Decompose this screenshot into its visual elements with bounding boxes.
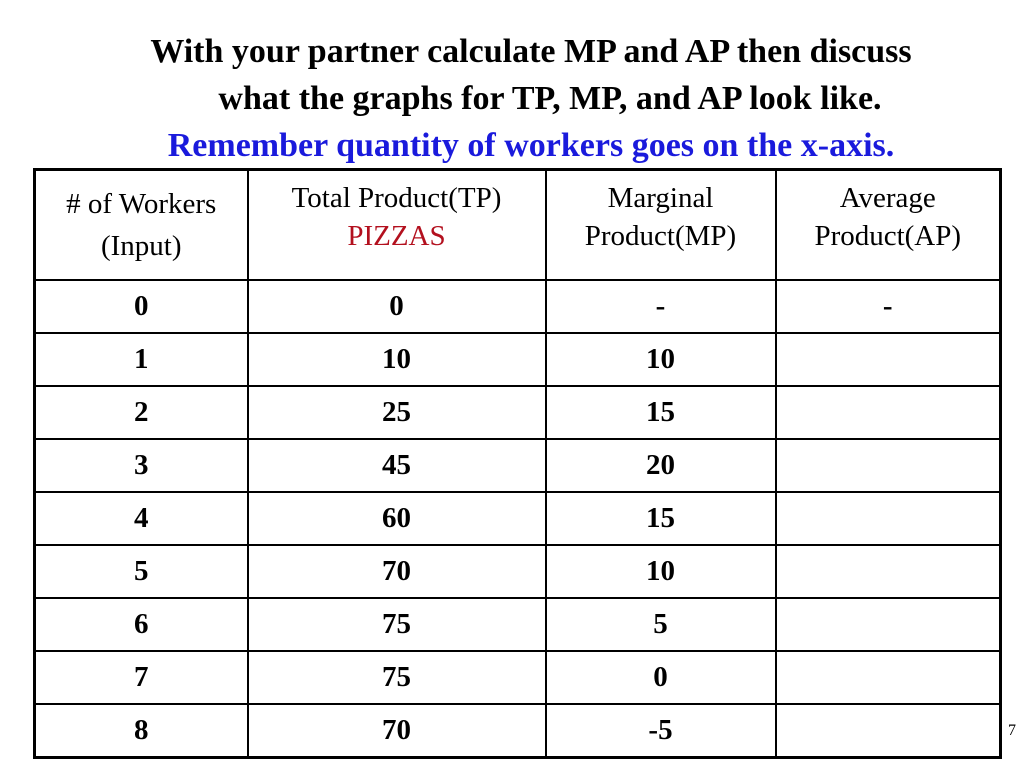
header-total-product: [248, 170, 546, 281]
table-row: [35, 333, 1001, 386]
cell-ap: -: [776, 280, 1001, 333]
cell-workers: 8: [35, 704, 248, 758]
header-average-product: [776, 170, 1001, 281]
cell-mp: -: [546, 280, 776, 333]
cell-mp: 10: [546, 333, 776, 386]
cell-workers: 0: [35, 280, 248, 333]
cell-mp: 10: [546, 545, 776, 598]
header-workers-label: # of Workers: [66, 188, 217, 220]
cell-ap: [776, 651, 1001, 704]
cell-tp: 45: [248, 439, 546, 492]
cell-workers: 5: [35, 545, 248, 598]
cell-workers: 6: [35, 598, 248, 651]
table-row: [35, 651, 1001, 704]
cell-ap: [776, 386, 1001, 439]
cell-mp: 5: [546, 598, 776, 651]
cell-tp: 60: [248, 492, 546, 545]
table-header-row: [35, 170, 1001, 281]
table-row: [35, 545, 1001, 598]
header-ap-label: Average: [839, 182, 936, 214]
cell-mp: 15: [546, 386, 776, 439]
cell-mp: 20: [546, 439, 776, 492]
header-tp-label: Total Product(TP): [291, 182, 502, 214]
cell-ap: [776, 704, 1001, 758]
cell-workers: 3: [35, 439, 248, 492]
table-row: [35, 704, 1001, 758]
table-row: [35, 492, 1001, 545]
header-mp-sub: Product(MP): [584, 220, 737, 252]
header-workers: [35, 170, 248, 281]
cell-workers: 4: [35, 492, 248, 545]
cell-mp: -5: [546, 704, 776, 758]
table-row: [35, 386, 1001, 439]
cell-ap: [776, 333, 1001, 386]
header-ap-sub: Product(AP): [814, 220, 962, 252]
production-table: [33, 168, 1002, 759]
cell-tp: 10: [248, 333, 546, 386]
table-row: [35, 439, 1001, 492]
cell-tp: 75: [248, 651, 546, 704]
cell-mp: 0: [546, 651, 776, 704]
heading-line-2: what the graphs for TP, MP, and AP look like.: [218, 80, 882, 117]
cell-tp: 0: [248, 280, 546, 333]
slide-number: 7: [1008, 722, 1016, 739]
cell-ap: [776, 439, 1001, 492]
cell-tp: 25: [248, 386, 546, 439]
cell-ap: [776, 492, 1001, 545]
header-mp-label: Marginal: [607, 182, 714, 214]
table-row: [35, 280, 1001, 333]
header-tp-pizzas: PIZZAS: [347, 220, 446, 252]
header-workers-sub: (Input): [100, 230, 182, 262]
cell-workers: 2: [35, 386, 248, 439]
cell-tp: 70: [248, 704, 546, 758]
cell-mp: 15: [546, 492, 776, 545]
cell-ap: [776, 545, 1001, 598]
table-row: [35, 598, 1001, 651]
cell-tp: 75: [248, 598, 546, 651]
cell-ap: [776, 598, 1001, 651]
header-marginal-product: [546, 170, 776, 281]
heading-line-1: With your partner calculate MP and AP then discuss: [150, 33, 912, 70]
cell-workers: 1: [35, 333, 248, 386]
cell-tp: 70: [248, 545, 546, 598]
cell-workers: 7: [35, 651, 248, 704]
heading-line-3-reminder: Remember quantity of workers goes on the x-axis.: [167, 127, 895, 164]
